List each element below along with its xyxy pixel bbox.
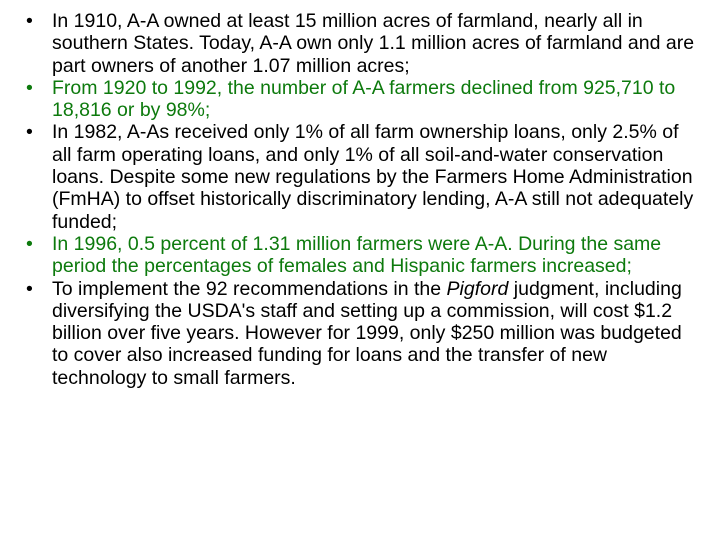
bullet-text-part: To implement the 92 recommendations in the xyxy=(52,277,447,300)
bullet-dot-icon: • xyxy=(26,10,33,32)
bullet-item-land-ownership xyxy=(26,10,702,77)
bullet-dot-icon: • xyxy=(26,121,33,144)
bullet-item-farmers-1996 xyxy=(26,233,702,278)
bullet-item-pigford xyxy=(26,278,702,389)
bullet-item-loans-1982 xyxy=(26,121,702,232)
case-name-italic: Pigford xyxy=(446,277,509,300)
bullet-dot-icon: • xyxy=(26,76,33,99)
bullet-text-part: judgment, including diversifying the USDA's staff and setting up a commission, will cost $1.2 billion over five years. However for 1999, only $250 million was budgeted to cover also increased funding for loans and the transfer of new technology to small farmers. xyxy=(52,277,682,389)
bullet-text: In 1910, A-A owned at least 15 million acres of farmland, nearly all in southern States. Today, A-A own only 1.1 million acres of farmland and are part owners of another 1.07 million acres; xyxy=(52,10,695,77)
bullet-text: In 1982, A-As received only 1% of all farm ownership loans, only 2.5% of all farm operating loans, and only 1% of all soil-and-water conservation loans. Despite some new regulations by the Farmers Home Administration (FmHA) to offset historically discriminatory lending, A-A still not adequately funded; xyxy=(52,121,694,233)
bullet-dot-icon: • xyxy=(26,232,33,255)
bullet-text: In 1996, 0.5 percent of 1.31 million farmers were A-A. During the same period the percentages of females and Hispanic farmers increased; xyxy=(52,232,662,278)
bullet-list xyxy=(26,10,702,389)
bullet-text: From 1920 to 1992, the number of A-A farmers declined from 925,710 to 18,816 or by 98%; xyxy=(52,76,676,122)
bullet-item-farmer-decline xyxy=(26,77,702,122)
bullet-dot-icon: • xyxy=(26,277,33,300)
